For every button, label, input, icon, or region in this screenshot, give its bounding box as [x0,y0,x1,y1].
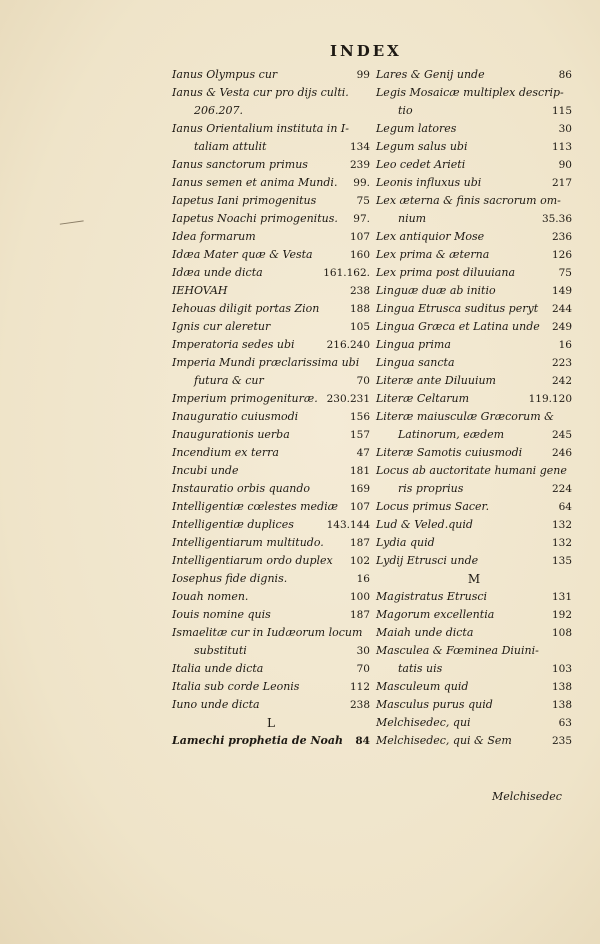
entry-term: tio [398,104,413,117]
entry-term: Maiah unde dicta [376,626,474,639]
index-entry [172,426,370,444]
index-entry [172,678,370,696]
entry-page-number: 70 [356,663,370,675]
index-entry [172,282,370,300]
entry-term: Intelligentiarum ordo duplex [172,554,333,567]
entry-page-number: 223 [551,357,572,369]
index-entry [376,228,572,246]
entry-term: Inaugurationis uerba [172,428,290,441]
index-entry [376,516,572,534]
index-entry [376,390,572,408]
entry-term: Lex prima post diluuiana [376,266,516,279]
entry-term: Ianus semen et anima Mundi. [172,176,338,189]
entry-page-number: 107 [349,231,370,243]
entry-term: M [467,572,481,586]
entry-page-number: 239 [349,159,370,171]
entry-page-number: 235 [551,735,572,747]
entry-page-number: 102 [349,555,370,567]
index-entry [376,192,572,210]
entry-page-number: 156 [349,411,370,423]
entry-page-number: 224 [551,483,572,495]
index-entry [376,714,572,732]
index-entry [172,156,370,174]
index-entry [172,552,370,570]
index-entry [172,624,370,642]
entry-page-number: 35.36 [541,213,572,225]
entry-term: Iouah nomen. [172,590,249,603]
index-entry [172,300,370,318]
entry-page-number: 169 [349,483,370,495]
index-entry [172,660,370,678]
entry-term: Idea formarum [172,230,256,243]
entry-page-number: 103 [551,663,572,675]
entry-page-number: 245 [551,429,572,441]
entry-term: Lex æterna & finis sacrorum om- [376,194,561,207]
index-entry [376,624,572,642]
index-entry [376,282,572,300]
index-entry [376,534,572,552]
entry-page-number: 70 [356,375,370,387]
entry-page-number: 187 [349,609,370,621]
index-entry [376,498,572,516]
entry-term: IEHOVAH [172,284,228,297]
index-entry [172,192,370,210]
index-entry [172,102,370,120]
entry-term: Lydia quid [376,536,435,549]
entry-page-number: 217 [551,177,572,189]
entry-term: substituti [194,644,247,657]
entry-term: Lingua prima [376,338,451,351]
entry-term: Leo cedet Arieti [376,158,466,171]
entry-term: Masculeum quid [376,680,469,693]
index-entry [376,606,572,624]
index-entry [376,426,572,444]
entry-term: Italia sub corde Leonis [172,680,300,693]
entry-term: Intelligentiæ duplices [172,518,294,531]
index-entry [376,102,572,120]
entry-page-number: 249 [551,321,572,333]
entry-term: Locus ab auctoritate humani gene [376,464,567,477]
entry-term: Locus primus Sacer. [376,500,490,513]
index-entry [376,246,572,264]
entry-term: Iuno unde dicta [172,698,260,711]
index-entry [172,84,370,102]
entry-term: Ianus sanctorum primus [172,158,308,171]
entry-page-number: 131 [551,591,572,603]
entry-page-number: 84 [355,735,370,747]
entry-term: Iosephus fide dignis. [172,572,288,585]
entry-term: Iouis nomine quis [172,608,271,621]
index-entry [172,534,370,552]
entry-page-number: 135 [551,555,572,567]
index-entry [376,678,572,696]
index-entry [172,228,370,246]
entry-page-number: 157 [349,429,370,441]
index-entry [172,498,370,516]
entry-page-number: 143.144 [326,519,370,531]
index-entry [172,642,370,660]
index-entry [172,66,370,84]
entry-page-number: 100 [349,591,370,603]
entry-page-number: 160 [349,249,370,261]
entry-term: futura & cur [194,374,264,387]
entry-page-number: 242 [551,375,572,387]
entry-page-number: 188 [349,303,370,315]
entry-term: Lingua sancta [376,356,455,369]
entry-page-number: 238 [349,699,370,711]
index-entry [376,174,572,192]
section-letter [172,714,370,732]
entry-page-number: 138 [551,699,572,711]
entry-page-number: 75 [558,267,572,279]
index-entry [172,318,370,336]
entry-term: tatis uis [398,662,443,675]
index-entry [376,318,572,336]
entry-page-number: 216.240 [326,339,370,351]
index-entry [172,606,370,624]
entry-term: Ismaelitæ cur in Iudæorum locum [172,626,363,639]
index-entry [376,552,572,570]
index-entry [376,642,572,660]
entry-term: Leonis influxus ubi [376,176,482,189]
entry-term: Iehouas diligit portas Zion [172,302,320,315]
index-entry [172,210,370,228]
entry-page-number: 113 [551,141,572,153]
index-entry [376,588,572,606]
entry-term: Imperium primogenituræ. [172,392,318,405]
entry-page-number: 97. [353,213,370,225]
entry-page-number: 187 [349,537,370,549]
entry-term: taliam attulit [194,140,267,153]
entry-term: Incendium ex terra [172,446,279,459]
index-entry [376,480,572,498]
entry-term: Ianus Olympus cur [172,68,278,81]
entry-term: Ignis cur aleretur [172,320,271,333]
entry-page-number: 16 [356,573,370,585]
section-letter [376,570,572,588]
index-entry [376,462,572,480]
entry-page-number: 107 [349,501,370,513]
entry-term: Intelligentiarum multitudo. [172,536,324,549]
index-entry [376,336,572,354]
entry-page-number: 16 [558,339,572,351]
entry-term: Lud & Veled.quid [376,518,473,531]
entry-page-number: 105 [349,321,370,333]
entry-term: Literæ Samotis cuiusmodi [376,446,523,459]
entry-term: Ianus Orientalium instituta in I- [172,122,349,135]
entry-page-number: 238 [349,285,370,297]
entry-page-number: 192 [551,609,572,621]
page-header: INDEX [330,42,402,60]
entry-page-number: 126 [551,249,572,261]
ink-mark [60,220,84,228]
entry-term: Literæ Celtarum [376,392,470,405]
index-column-right [376,66,572,750]
entry-page-number: 149 [551,285,572,297]
entry-page-number: 138 [551,681,572,693]
index-entry [376,210,572,228]
entry-page-number: 134 [349,141,370,153]
entry-page-number: 112 [349,681,370,693]
entry-page-number: 47 [356,447,370,459]
index-entry [172,264,370,282]
entry-page-number: 63 [558,717,572,729]
entry-term: Instauratio orbis quando [172,482,311,495]
entry-page-number: 246 [551,447,572,459]
entry-term: Lex antiquior Mose [376,230,485,243]
index-entry [172,246,370,264]
index-entry [172,696,370,714]
index-column-left [172,66,370,750]
index-entry [376,372,572,390]
index-entry [376,66,572,84]
entry-term: Legis Mosaicæ multiplex descrip- [376,86,564,99]
index-entry [172,570,370,588]
entry-term: ris proprius [398,482,464,495]
index-entry [172,462,370,480]
index-entry [376,84,572,102]
entry-page-number: 90 [558,159,572,171]
entry-term: Masculea & Fœminea Diuini- [376,644,539,657]
entry-page-number: 230.231 [326,393,370,405]
index-entry [172,372,370,390]
entry-term: Legum salus ubi [376,140,468,153]
entry-term: nium [398,212,427,225]
entry-page-number: 119.120 [528,393,572,405]
entry-term: Legum latores [376,122,457,135]
index-entry [172,516,370,534]
entry-term: Idæa unde dicta [172,266,263,279]
entry-term: Iapetus Noachi primogenitus. [172,212,338,225]
index-entry [172,174,370,192]
entry-term: 206.207. [194,104,243,117]
index-entry [376,138,572,156]
entry-page-number: 244 [551,303,572,315]
index-entry [376,156,572,174]
entry-page-number: 236 [551,231,572,243]
index-entry [376,354,572,372]
entry-term: Melchisedec, qui [376,716,471,729]
entry-term: Iapetus Iani primogenitus [172,194,317,207]
entry-page-number: 86 [558,69,572,81]
index-entry [172,354,370,372]
entry-term: L [267,716,275,730]
entry-page-number: 132 [551,537,572,549]
entry-term: Latinorum, eædem [398,428,505,441]
entry-page-number: 30 [558,123,572,135]
entry-term: Masculus purus quid [376,698,493,711]
entry-term: Ianus & Vesta cur pro dijs culti. [172,86,349,99]
index-entry [376,408,572,426]
entry-page-number: 30 [356,645,370,657]
index-entry [172,408,370,426]
entry-term: Melchisedec, qui & Sem [376,734,512,747]
entry-page-number: 108 [551,627,572,639]
entry-page-number: 99. [353,177,370,189]
entry-term: Literæ maiusculæ Græcorum & [376,410,554,423]
index-entry [172,138,370,156]
index-entry [172,732,370,750]
entry-term: Lamechi prophetia de Noah [172,734,343,747]
index-entry [376,732,572,750]
entry-term: Inauguratio cuiusmodi [172,410,299,423]
index-entry [172,390,370,408]
entry-page-number: 181 [349,465,370,477]
entry-page-number: 115 [551,105,572,117]
entry-term: Lingua Etrusca suditus peryt [376,302,539,315]
entry-term: Lex prima & æterna [376,248,490,261]
entry-page-number: 132 [551,519,572,531]
index-entry [172,120,370,138]
entry-term: Magistratus Etrusci [376,590,488,603]
entry-page-number: 161.162. [323,267,370,279]
entry-term: Intelligentiæ cœlestes mediæ [172,500,338,513]
index-entry [376,444,572,462]
index-entry [172,588,370,606]
index-entry [172,444,370,462]
entry-term: Magorum excellentia [376,608,495,621]
index-entry [376,696,572,714]
entry-term: Italia unde dicta [172,662,264,675]
entry-term: Linguæ duæ ab initio [376,284,496,297]
entry-term: Literæ ante Diluuium [376,374,496,387]
index-entry [376,264,572,282]
entry-page-number: 64 [558,501,572,513]
entry-term: Lares & Genij unde [376,68,485,81]
index-entry [172,336,370,354]
catchword: Melchisedec [492,790,562,803]
index-entry [376,660,572,678]
entry-term: Imperatoria sedes ubi [172,338,295,351]
index-entry [376,300,572,318]
entry-term: Lingua Græca et Latina unde [376,320,540,333]
entry-page-number: 75 [356,195,370,207]
entry-term: Imperia Mundi præclarissima ubi [172,356,360,369]
index-entry [172,480,370,498]
entry-page-number: 99 [356,69,370,81]
entry-term: Incubi unde [172,464,239,477]
entry-term: Lydij Etrusci unde [376,554,479,567]
index-entry [376,120,572,138]
entry-term: Idæa Mater quæ & Vesta [172,248,313,261]
